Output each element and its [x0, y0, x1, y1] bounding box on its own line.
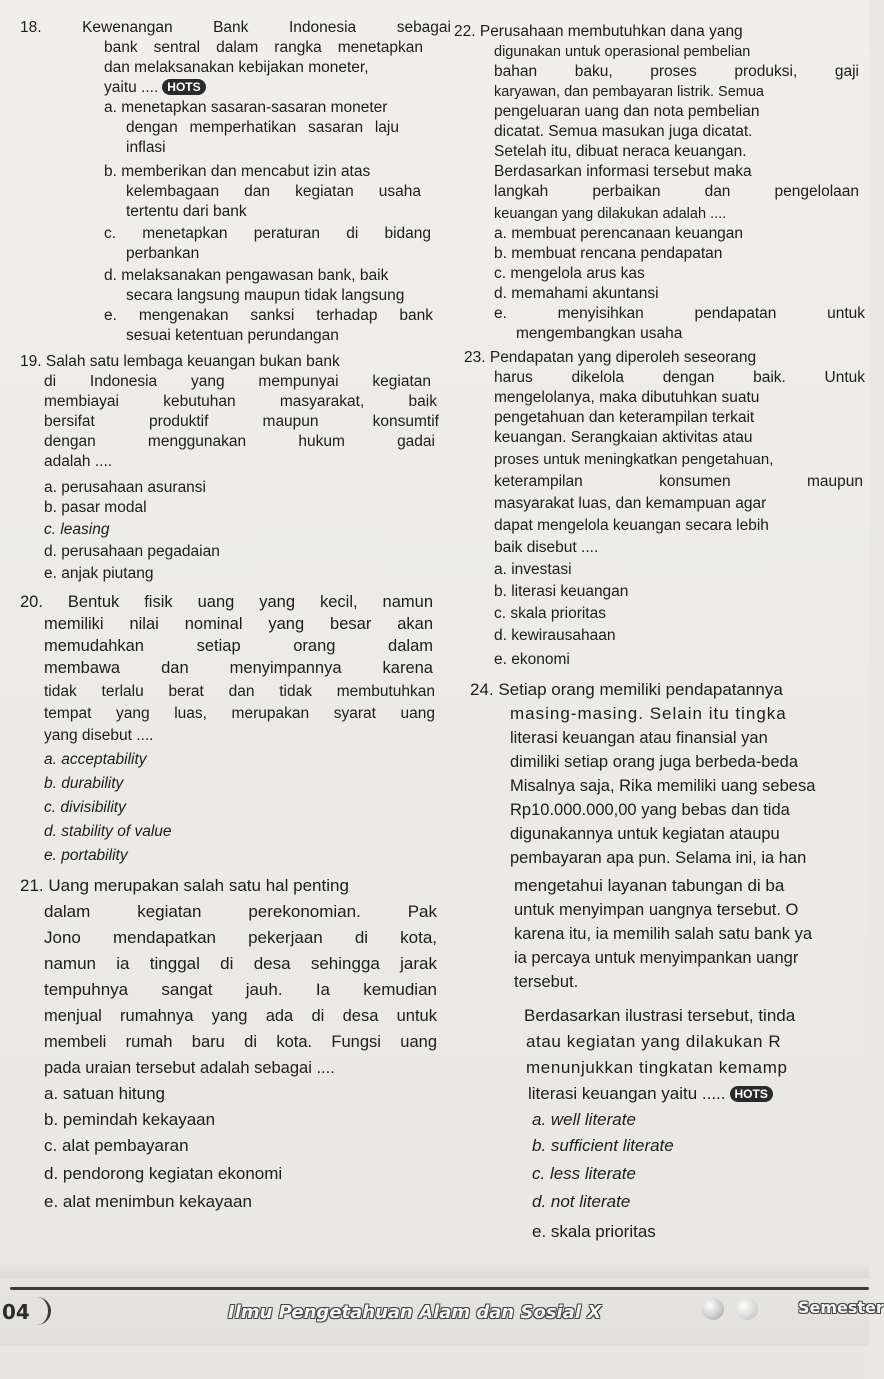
question-stem-end: [104, 78, 451, 98]
option-b: b. membuat rencana pendapatan: [494, 245, 723, 262]
option-e: e. skala prioritas: [532, 1222, 656, 1241]
question-stem: dicatat. Semua masukan juga dicatat.: [494, 123, 753, 140]
question-stem: digunakannya untuk kegiatan ataupu: [510, 825, 780, 843]
option-d: d. pendorong kegiatan ekonomi: [44, 1164, 283, 1183]
option-b: b. literasi keuangan: [494, 583, 629, 600]
option-e: e. portability: [44, 847, 128, 864]
question-stem: bank sentral dalam rangka menetapkan: [104, 39, 423, 56]
option-e: e. anjak piutang: [44, 565, 154, 582]
question-stem: dalam kegiatan perekonomian. Pak: [44, 902, 437, 921]
question-stem: dapat mengelola keuangan secara lebih: [494, 517, 769, 534]
question-stem: Setelah itu, dibuat neraca keuangan.: [494, 143, 747, 160]
option-a: a. well literate: [532, 1110, 636, 1129]
question-stem: bersifat produktif maupun konsumtif: [44, 413, 439, 430]
footer-divider: [10, 1287, 869, 1290]
page-fold-shadow: [0, 1262, 869, 1278]
option-c: c. alat pembayaran: [44, 1136, 189, 1155]
option-c: c. skala prioritas: [494, 605, 606, 622]
question-stem: namun ia tinggal di desa sehingga jarak: [44, 954, 437, 973]
question-stem: langkah perbaikan dan pengelolaan: [494, 183, 859, 200]
option-a: a. membuat perencanaan keuangan: [494, 225, 744, 242]
hots-badge: HOTS: [162, 79, 205, 95]
question-stem: tersebut.: [514, 973, 579, 991]
option-c: c. leasing: [44, 521, 110, 538]
option-d: d. not literate: [532, 1192, 631, 1211]
option-b: b. durability: [44, 775, 124, 792]
question-stem: harus dikelola dengan baik. Untuk: [494, 369, 865, 386]
footer-subject-title: Ilmu Pengetahuan Alam dan Sosial X: [228, 1302, 602, 1323]
option-d: d. kewirausahaan: [494, 627, 616, 644]
question-stem: memiliki nilai nominal yang besar akan: [44, 615, 433, 633]
option-a: a. satuan hitung: [44, 1084, 165, 1103]
question-stem: Rp10.000.000,00 yang bebas dan tida: [510, 801, 790, 819]
question-stem: 23. Pendapatan yang diperoleh seseorang: [464, 349, 757, 366]
question-stem: 18. Kewenangan Bank Indonesia sebagai: [20, 19, 451, 36]
option-d: d. memahami akuntansi: [494, 285, 659, 302]
option-d: d. perusahaan pegadaian: [44, 543, 220, 560]
question-stem: keuangan. Serangkaian aktivitas atau: [494, 429, 753, 446]
question-stem-end: [528, 1084, 869, 1104]
question-stem: digunakan untuk operasional pembelian: [494, 44, 751, 60]
option-e: mengembangkan usaha: [516, 325, 683, 342]
hots-badge: HOTS: [730, 1086, 773, 1102]
option-e: e. mengenakan sanksi terhadap bank: [104, 307, 433, 324]
question-stem: yang disebut ....: [44, 727, 154, 744]
question-stem: dimiliki setiap orang juga berbeda-beda: [510, 753, 799, 771]
question-stem: mengelolanya, maka dibutuhkan suatu: [494, 389, 760, 406]
option-a: a. perusahaan asuransi: [44, 479, 207, 496]
option-c: perbankan: [126, 245, 200, 262]
option-a: a. investasi: [494, 561, 572, 578]
question-stem: mengetahui layanan tabungan di ba: [514, 876, 785, 895]
question-stem: membawa dan menyimpannya karena: [44, 659, 433, 677]
question-stem: tempat yang luas, merupakan syarat uang: [44, 705, 435, 722]
question-stem: tidak terlalu berat dan tidak membutuhkan: [44, 683, 435, 700]
question-stem: adalah ....: [44, 453, 113, 470]
option-b: b. memberikan dan mencabut izin atas: [104, 163, 371, 180]
option-a: inflasi: [126, 139, 166, 156]
question-stem: tempuhnya sangat jauh. Ia kemudian: [44, 980, 437, 999]
option-d: d. melaksanakan pengawasan bank, baik: [104, 267, 389, 284]
question-stem: di Indonesia yang mempunyai kegiatan: [44, 373, 431, 390]
question-stem: yaitu ....: [104, 79, 159, 96]
question-stem: karena itu, ia memilih salah satu bank ya: [514, 925, 813, 943]
option-b: b. sufficient literate: [532, 1136, 674, 1155]
question-stem: dengan menggunakan hukum gadai: [44, 433, 435, 450]
question-stem: Jono mendapatkan pekerjaan di kota,: [44, 928, 437, 947]
question-stem: literasi keuangan yaitu .....: [528, 1084, 726, 1103]
question-stem: 20. Bentuk fisik uang yang kecil, namun: [20, 593, 433, 611]
option-b: tertentu dari bank: [126, 203, 247, 220]
question-stem: pengetahuan dan keterampilan terkait: [494, 409, 755, 426]
option-a: a. menetapkan sasaran-sasaran moneter: [104, 99, 388, 116]
question-stem: menunjukkan tingkatan kemamp: [526, 1058, 788, 1077]
page-number: 04: [2, 1300, 30, 1324]
question-stem: untuk menyimpan uangnya tersebut. O: [514, 901, 799, 919]
option-b: b. pasar modal: [44, 499, 147, 516]
option-e: e. menyisihkan pendapatan untuk: [494, 305, 865, 322]
option-b: kelembagaan dan kegiatan usaha: [126, 183, 421, 200]
question-stem: menjual rumahnya yang ada di desa untuk: [44, 1007, 437, 1025]
question-stem: masing-masing. Selain itu tingka: [510, 704, 787, 723]
question-stem: keuangan yang dilakukan adalah ....: [494, 206, 727, 222]
option-e: sesuai ketentuan perundangan: [126, 327, 339, 344]
decorative-dot-icon: [702, 1298, 724, 1320]
question-stem: membiayai kebutuhan masyarakat, baik: [44, 393, 437, 410]
option-c: c. divisibility: [44, 799, 126, 816]
question-stem: bahan baku, proses produksi, gaji: [494, 63, 859, 80]
question-stem: 21. Uang merupakan salah satu hal penting: [20, 876, 349, 895]
question-stem: memudahkan setiap orang dalam: [44, 637, 433, 655]
question-stem: dan melaksanakan kebijakan moneter,: [104, 59, 369, 76]
option-e: e. alat menimbun kekayaan: [44, 1192, 252, 1211]
question-stem: pengeluaran uang dan nota pembelian: [494, 103, 760, 120]
option-c: c. menetapkan peraturan di bidang: [104, 225, 431, 242]
option-d: secara langsung maupun tidak langsung: [126, 287, 405, 304]
question-stem: pembayaran apa pun. Selama ini, ia han: [510, 849, 807, 867]
question-stem: 22. Perusahaan membutuhkan dana yang: [454, 23, 743, 40]
question-stem: 24. Setiap orang memiliki pendapatannya: [470, 680, 783, 699]
question-stem: karyawan, dan pembayaran listrik. Semua: [494, 84, 764, 100]
question-stem: membeli rumah baru di kota. Fungsi uang: [44, 1033, 437, 1051]
question-stem: proses untuk meningkatkan pengetahuan,: [494, 451, 774, 468]
question-stem: baik disebut ....: [494, 539, 599, 556]
question-stem: 19. Salah satu lembaga keuangan bukan bank: [20, 353, 340, 370]
question-stem: Misalnya saja, Rika memiliki uang sebesa: [510, 777, 816, 795]
question-stem: Berdasarkan informasi tersebut maka: [494, 163, 752, 180]
option-a: dengan memperhatikan sasaran laju: [126, 119, 399, 136]
question-stem: literasi keuangan atau finansial yan: [510, 729, 768, 747]
option-b: b. pemindah kekayaan: [44, 1110, 216, 1129]
question-stem: masyarakat luas, dan kemampuan agar: [494, 495, 767, 512]
option-e: e. ekonomi: [494, 651, 570, 668]
option-c: c. less literate: [532, 1164, 636, 1183]
question-stem: atau kegiatan yang dilakukan R: [526, 1032, 782, 1051]
option-a: a. acceptability: [44, 751, 147, 768]
option-c: c. mengelola arus kas: [494, 265, 645, 282]
decorative-dot-icon: [736, 1298, 758, 1320]
footer-semester-label: Semester: [798, 1298, 884, 1317]
question-stem: Berdasarkan ilustrasi tersebut, tinda: [524, 1006, 796, 1025]
question-stem: pada uraian tersebut adalah sebagai ....: [44, 1059, 335, 1077]
option-d: d. stability of value: [44, 823, 172, 840]
question-stem: keterampilan konsumen maupun: [494, 473, 863, 490]
question-stem: ia percaya untuk menyimpankan uangr: [514, 949, 799, 967]
